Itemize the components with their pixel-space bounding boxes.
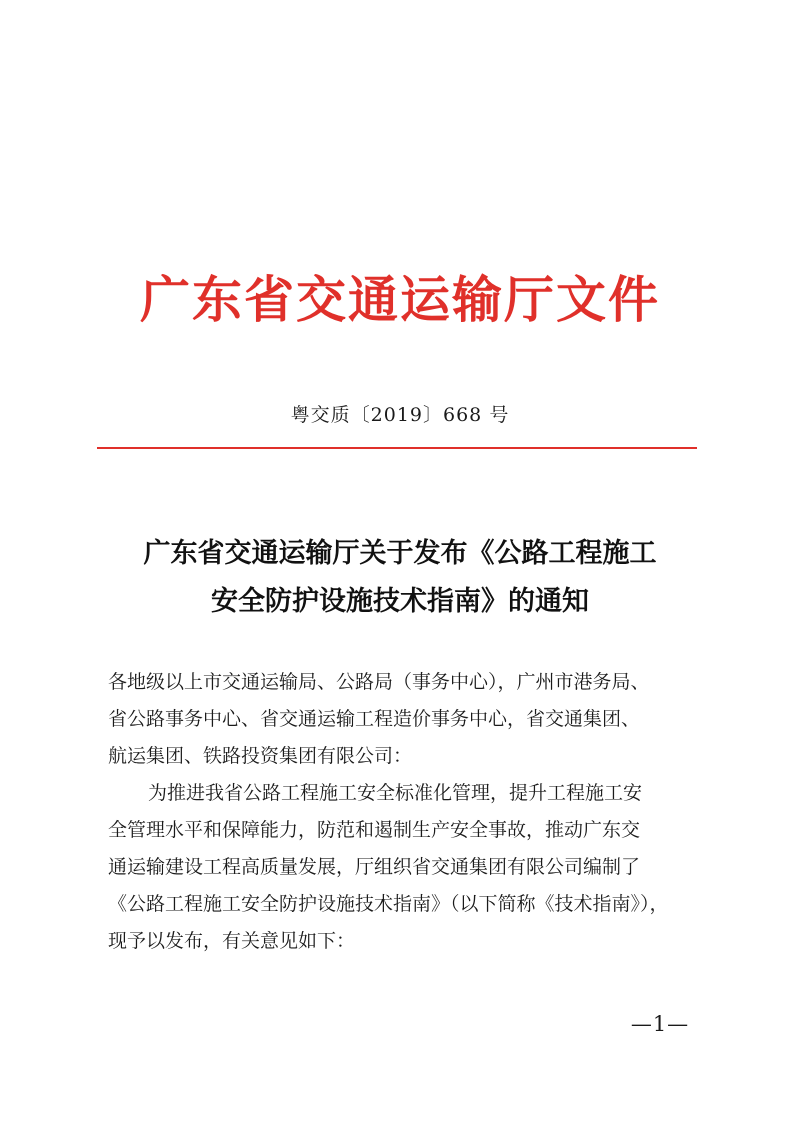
paragraph-line-1: 为推进我省公路工程施工安全标准化管理，提升工程施工安 xyxy=(148,782,643,804)
document-number: 粤交质〔2019〕668 号 xyxy=(290,404,510,426)
recipients-line-1: 各地级以上市交通运输局、公路局（事务中心），广州市港务局、 xyxy=(108,671,650,693)
paragraph-line-4: 《公路工程施工安全防护设施技术指南》（以下简称《技术指南》）， xyxy=(108,893,669,915)
recipients-line-3: 航运集团、铁路投资集团有限公司： xyxy=(108,745,413,767)
document-masthead: 广东省交通运输厅文件 xyxy=(140,271,660,329)
paragraph-line-3: 通运输建设工程高质量发展，厅组织省交通集团有限公司编制了 xyxy=(108,856,641,878)
paragraph-line-5: 现予以发布，有关意见如下： xyxy=(108,930,356,952)
document-body xyxy=(108,664,698,960)
recipients-line-2: 省公路事务中心、省交通运输工程造价事务中心，省交通集团、 xyxy=(108,708,641,730)
page-number: —1— xyxy=(630,1012,690,1036)
notice-title-line-1: 广东省交通运输厅关于发布《公路工程施工 xyxy=(143,538,657,569)
notice-title xyxy=(0,530,800,626)
paragraph-line-2: 全管理水平和保障能力，防范和遏制生产安全事故，推动广东交 xyxy=(108,819,641,841)
notice-title-line-2: 安全防护设施技术指南》的通知 xyxy=(211,586,589,617)
red-divider-line xyxy=(97,447,697,449)
